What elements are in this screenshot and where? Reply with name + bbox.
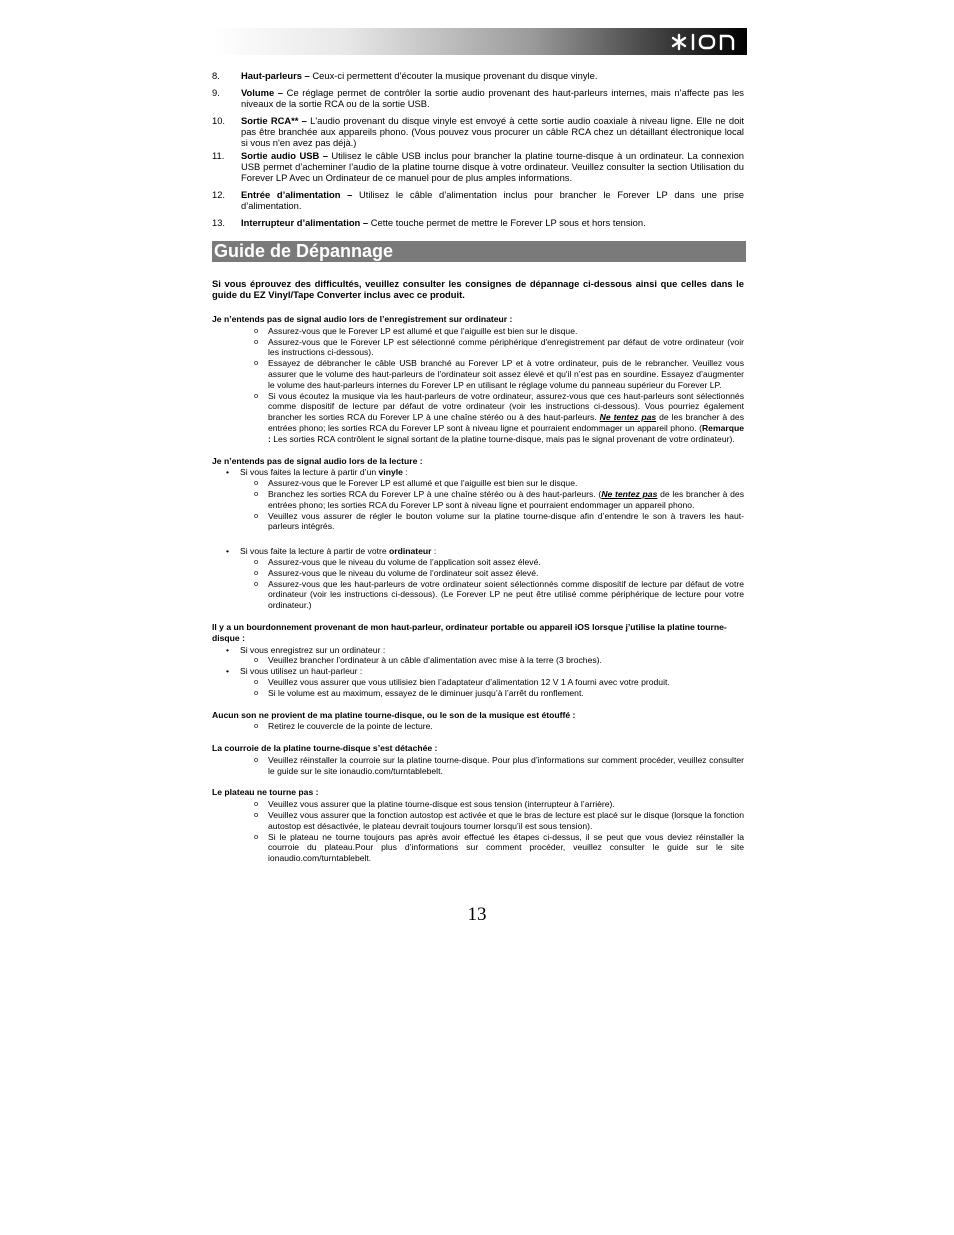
list-item: o Si le volume est au maximum, essayez de le diminuer jusqu’à l’arrêt du ronflement. bbox=[268, 688, 744, 699]
text-run: Si vous faite la lecture à partir de votre bbox=[240, 546, 390, 557]
troubleshoot-block-playback bbox=[212, 456, 744, 611]
question-title: Aucun son ne provient de ma platine tourne-disque, ou le son de la musique est étouffé : bbox=[212, 709, 576, 720]
text-run: Si vous faites la lecture à partir d’un bbox=[240, 467, 379, 478]
item-title: Interrupteur d’alimentation – bbox=[241, 217, 369, 228]
item-text: Utilisez le câble d’alimentation inclus pour brancher le Forever LP dans une prise d’alimentation. bbox=[241, 189, 744, 211]
list-item: o Veuillez vous assurer que vous utilisiez bien l’adaptateur d’alimentation 12 V 1 A fourni avec votre produit. bbox=[268, 677, 744, 688]
question-title: La courroie de la platine tourne-disque s’est détachée : bbox=[212, 743, 438, 754]
list-item: o Veuillez brancher l’ordinateur à un câble d’alimentation avec mise à la terre (3 broches). bbox=[268, 655, 744, 666]
item-text: L'audio provenant du disque vinyle est envoyé à cette sortie audio coaxiale à niveau ligne. Elle ne doit pas être branchée aux appareils phono. (Vous pouvez vous procurer un câble RCA chez un détaillant électronique local si vous n'en avez pas déjà.) bbox=[241, 115, 744, 148]
list-item: o Si le plateau ne tourne toujours pas après avoir effectué les étapes ci-dessus, il se peut que vous deviez réinstaller la courroie du plateau.Pour plus d’informations sur comment procéder, veuillez consulter le guide sur le site ionaudio.com/turntablebelt. bbox=[268, 832, 744, 864]
ion-logo bbox=[671, 30, 741, 53]
list-item: o Assurez-vous que les haut-parleurs de votre ordinateur soient sélectionnés comme dispositif de lecture par défaut de votre ordinateur (voir les instructions ci-dessous). (Le Forever LP ne peut être utilisé comme périphérique de lecture pour votre ordinateur.) bbox=[268, 579, 744, 611]
item-number: 8. bbox=[212, 70, 220, 81]
item-number: 11. bbox=[212, 150, 225, 161]
item-text: Ce réglage permet de contrôler la sortie audio provenant des haut-parleurs internes, mais n’affecte pas les niveaux de la sortie RCA ou de la sortie USB. bbox=[241, 87, 744, 109]
item-number: 12. bbox=[212, 189, 226, 200]
item-text: Ceux-ci permettent d’écouter la musique provenant du disque vinyle. bbox=[309, 70, 598, 81]
list-item: o Veuillez vous assurer de régler le bouton volume sur la platine tourne-disque afin d’entendre le son à travers les haut-parleurs intégrés. bbox=[268, 511, 744, 533]
list-item bbox=[212, 87, 744, 109]
page-content bbox=[212, 70, 744, 875]
troubleshoot-block-nosound bbox=[212, 710, 744, 733]
list-item: o Veuillez vous assurer que la platine tourne-disque est sous tension (interrupteur à l’arrière). bbox=[268, 799, 744, 810]
item-title: Entrée d’alimentation – bbox=[241, 189, 353, 200]
list-item: o Veuillez réinstaller la courroie sur la platine tourne-disque. Pour plus d’informations sur comment procéder, veuillez consulter le guide sur le site ionaudio.com/turntablebelt. bbox=[268, 755, 744, 777]
item-number: 13. bbox=[212, 217, 226, 228]
page-number: 13 bbox=[467, 904, 487, 925]
list-item bbox=[268, 391, 744, 445]
remark-label: Remarque : bbox=[268, 422, 744, 444]
text-run: : bbox=[431, 546, 437, 557]
item-title: Sortie audio USB – bbox=[241, 150, 328, 161]
question-title: Il y a un bourdonnement provenant de mon haut-parleur, ordinateur portable ou appareil iOS lorsque j’utilise la platine tourne-disque : bbox=[212, 621, 727, 643]
troubleshoot-block-recording bbox=[212, 314, 744, 445]
item-number: 10. bbox=[212, 115, 226, 126]
text-run: Si vous écoutez la musique via les haut-parleurs de votre ordinateur, assurez-vous que ces haut-parleurs sont sélectionnés comme dispositif de lecture par défaut de votre ordinateur (voir les instructions ci-dessous). Vous pourriez également brancher les sorties RCA du Forever LP à une chaîne stéréo ou à des haut-parleurs. bbox=[268, 390, 744, 423]
list-item: o Assurez-vous que le Forever LP est sélectionné comme périphérique d'enregistrement par défaut de votre ordinateur (voir les instructions ci-dessous). bbox=[268, 337, 744, 359]
list-item: o Assurez-vous que le niveau du volume de l’ordinateur soit assez élevé. bbox=[268, 568, 744, 579]
text-emphasis: ordinateur bbox=[389, 546, 432, 557]
warning-emphasis: Ne tentez pas bbox=[601, 488, 658, 499]
list-item bbox=[212, 150, 744, 183]
list-item bbox=[240, 645, 744, 667]
item-text: Utilisez le câble USB inclus pour brancher la platine tourne-disque à un ordinateur. La connexion USB permet d’acheminer l’audio de la platine tourne disque à votre ordinateur. Veuillez consulter la section Utilisation du Forever LP Avec un Ordinateur de ce manuel pour de plus amples informations. bbox=[241, 150, 744, 183]
item-text: Cette touche permet de mettre le Forever LP sous et hors tension. bbox=[368, 217, 646, 228]
list-item: o Assurez-vous que le Forever LP est allumé et que l’aiguille est bien sur le disque. bbox=[268, 326, 744, 337]
list-item bbox=[212, 217, 744, 228]
troubleshoot-block-hum bbox=[212, 622, 744, 699]
item-title: Volume – bbox=[241, 87, 284, 98]
warning-emphasis: Ne tentez pas bbox=[599, 412, 657, 423]
item-number: 9. bbox=[212, 87, 220, 98]
text-run: : bbox=[402, 467, 408, 478]
text-run: de les brancher à des entrées phono; les sorties RCA du Forever LP sont à niveau ligne et pourraient endommager un appareil phono. ( bbox=[268, 412, 745, 433]
text-run: Branchez les sorties RCA du Forever LP à une chaîne stéréo ou à des haut-parleurs. ( bbox=[268, 488, 602, 499]
item-title: Sortie RCA** – bbox=[241, 115, 307, 126]
spacer bbox=[240, 532, 744, 546]
text-run: Les sorties RCA contrôlent le signal sortant de la platine tourne-disque, mais pas le signal provenant de votre ordinateur). bbox=[270, 433, 735, 444]
question-title: Le plateau ne tourne pas : bbox=[212, 787, 319, 798]
troubleshoot-block-belt bbox=[212, 743, 744, 776]
list-item: o Assurez-vous que le niveau du volume de l’application soit assez élevé. bbox=[268, 557, 744, 568]
item-title: Haut-parleurs – bbox=[241, 70, 310, 81]
text-emphasis: vinyle bbox=[378, 467, 403, 478]
question-title: Je n’entends pas de signal audio lors de l’enregistrement sur ordinateur : bbox=[212, 314, 513, 324]
list-item bbox=[212, 115, 744, 148]
list-item bbox=[240, 467, 744, 532]
question-title: Je n’entends pas de signal audio lors de la lecture : bbox=[212, 455, 423, 466]
list-item: o Essayez de débrancher le câble USB branché au Forever LP et à votre ordinateur, puis de le rebrancher. Veuillez vous assurer que le volume des haut-parleurs de l’ordinateur soit assez élevé et qu'il n’est pas en sourdine. Essayez d’augmenter le volume des haut-parleurs internes du Forever LP en utilisant le réglage volume du panneau supérieur du Forever LP. bbox=[268, 358, 744, 390]
list-item: o Assurez-vous que le Forever LP est allumé et que l’aiguille est bien sur le disque. bbox=[268, 478, 744, 489]
header-bar bbox=[212, 28, 747, 55]
list-item bbox=[212, 189, 744, 211]
bullet-text: • Si vous utilisez un haut-parleur : bbox=[240, 666, 744, 677]
troubleshoot-block-platter bbox=[212, 787, 744, 864]
bullet-text: • Si vous enregistrez sur un ordinateur : bbox=[240, 645, 744, 656]
text-run: de les brancher à des entrées phono; les sorties RCA du Forever LP sont à niveau ligne et pourraient endommager un appareil phono. bbox=[268, 488, 744, 510]
list-item: o Veuillez vous assurer que la fonction autostop est activée et que le bras de lecture est placé sur le disque (lorsque la fonction autostop est désactivée, le plateau devrait toujours tourner lorsqu’il est sous tension). bbox=[268, 810, 744, 832]
list-item bbox=[268, 489, 744, 511]
list-item bbox=[212, 70, 744, 81]
section-heading: Guide de Dépannage bbox=[212, 241, 746, 262]
list-item bbox=[240, 666, 744, 698]
list-item: o Retirez le couvercle de la pointe de lecture. bbox=[268, 721, 744, 732]
list-item bbox=[240, 546, 744, 611]
intro-paragraph: Si vous éprouvez des difficultés, veuillez consulter les consignes de dépannage ci-dessous ainsi que celles dans le guide du EZ Vinyl/Tape Converter inclus avec ce produit. bbox=[212, 278, 744, 300]
ion-logo-icon bbox=[671, 33, 741, 51]
